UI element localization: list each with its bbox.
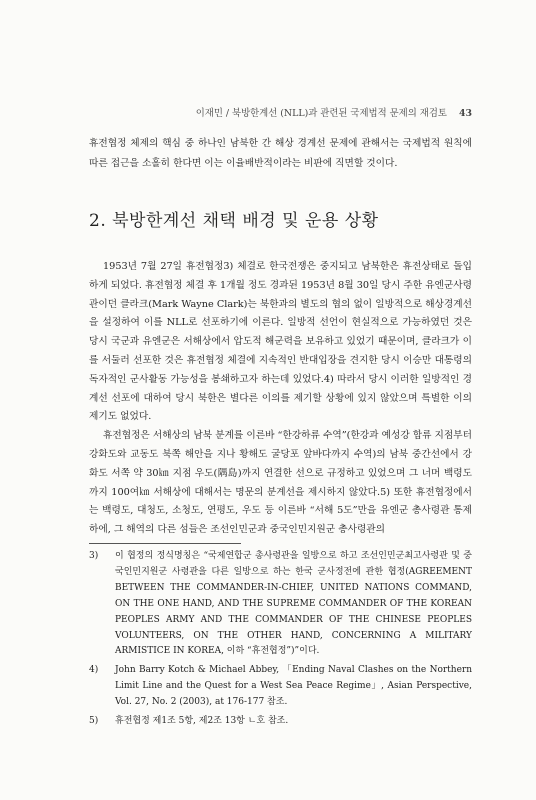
footnotes	[89, 549, 472, 733]
footnote	[89, 714, 472, 730]
footnote-divider	[89, 543, 241, 544]
section-title: 2. 북방한계선 채택 배경 및 운용 상황	[89, 211, 379, 231]
intro-paragraph: 휴전협정 체제의 핵심 중 하나인 남북한 간 해상 경계선 문제에 관해서는 국제법적 원칙에 따른 접근을 소홀히 한다면 이는 이율배반적이라는 비판에 직면할 것이다.	[89, 138, 472, 169]
footnote	[89, 549, 472, 660]
footnote	[89, 663, 472, 711]
footnote-text: 이 협정의 정식명칭은 “국제연합군 총사령관을 일방으로 하고 조선인민군최고사령관 및 중국인민지원군 사령관을 다른 일방으로 하는 한국 군사정전에 관한 협정(AGREEMENT BETWEEN THE COMMANDER-IN-CHIEF, UNITED NATIONS COMMAND, ON THE ONE HAND, AND THE SUPREME COMMANDER OF THE KOREAN PEOPLES ARMY AND THE COMMANDER OF THE CHINESE PEOPLES VOLUNTEERS, ON THE OTHER HAND, CONCERNING A MILITARY ARMISTICE IN KOREA, 이하 “휴전협정”)”이다.	[115, 551, 472, 657]
footnote-text: 휴전협정 제1조 5항, 제2조 13항 ㄴ호 참조.	[115, 716, 289, 727]
running-header	[64, 105, 472, 119]
body-paragraph: 1953년 7월 27일 휴전협정3) 체결로 한국전쟁은 중지되고 남북한은 휴전상태로 돌입하게 되었다. 휴전협정 체결 후 1개월 정도 경과된 1953년 8월 30일 당시 주한 유엔군사령관이던 클라크(Mark Wayne Clark)는 북한과의 별도의 협의 없이 일방적으로 해상경계선을 설정하여 이를 NLL로 선포하기에 이른다. 일방적 선언이 현실적으로 가능하였던 것은 당시 국군과 유엔군은 서해상에서 압도적 해군력을 보유하고 있었기 때문이며, 클라크가 이를 서둘러 선포한 것은 휴전협정 체결에 지속적인 반대입장을 견지한 당시 이승만 대통령의 독자적인 군사활동 가능성을 봉쇄하고자 하는데 있었다.4) 따라서 당시 이러한 일방적인 경계선 선포에 대하여 당시 북한은 별다른 이의를 제기할 상황에 있지 않았으며 특별한 이의제기도 없었다.	[89, 261, 472, 423]
section-body	[89, 258, 472, 540]
page-number: 43	[458, 108, 472, 119]
footnote-text: John Barry Kotch & Michael Abbey, 「Ending Naval Clashes on the Northern Limit Line and the Quest for a West Sea Peace Regime」, Asian Perspective, Vol. 27, No. 2 (2003), at 176-177 참조.	[115, 665, 472, 708]
footnote-number: 4)	[89, 665, 99, 676]
body-paragraph: 휴전협정은 서해상의 남북 분계를 이른바 “한강하류 수역”(한강과 예성강 합류 지점부터 강화도와 교동도 북쪽 해안을 지나 황해도 굴당포 앞바다까지 수역)의 남북 중간선에서 강화도 서쪽 약 30㎞ 지점 우도(隅島)까지 연결한 선으로 규정하고 있었으며 그 너머 백령도까지 100여㎞ 서해상에 대해서는 명문의 분계선을 제시하지 않았다.5) 또한 휴전협정에서는 백령도, 대청도, 소청도, 연평도, 우도 등 이른바 “서해 5도”만을 유엔군 총사령관 통제 하에, 그 해역의 다른 섬들은 조선인민군과 중국인민지원군 총사령관의	[89, 430, 472, 536]
running-title: 이재민 / 북방한계선 (NLL)과 관련된 국제법적 문제의 재검토	[195, 108, 447, 119]
footnote-number: 5)	[89, 716, 99, 727]
footnote-number: 3)	[89, 551, 99, 561]
